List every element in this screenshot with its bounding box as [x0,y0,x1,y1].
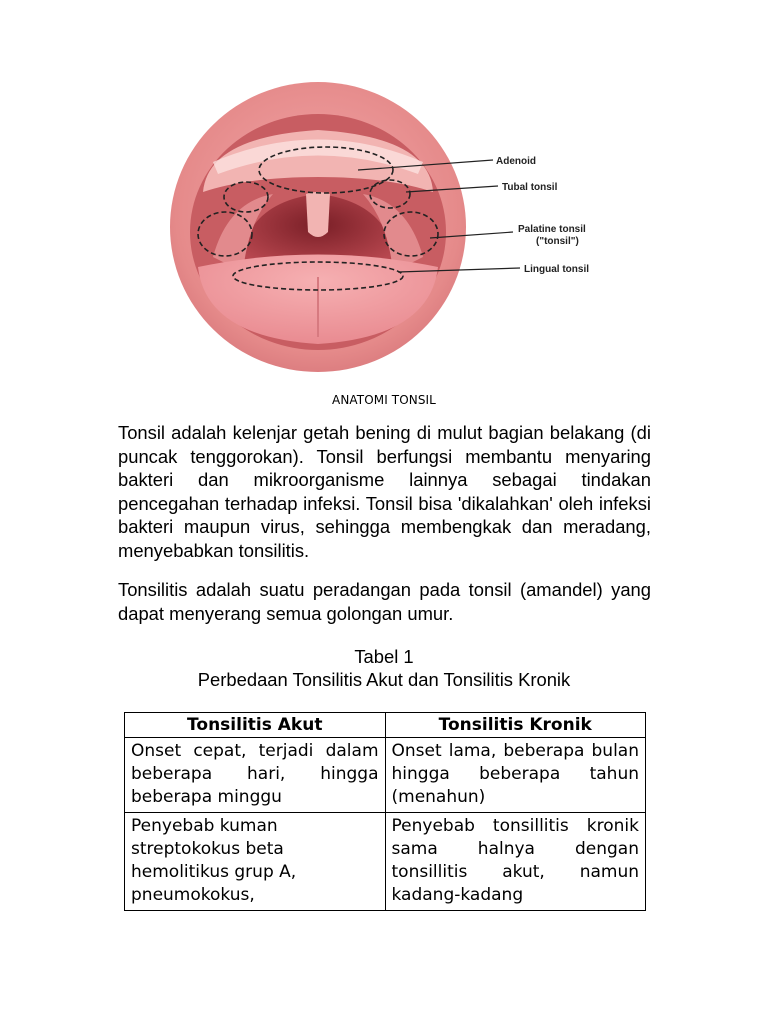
cell-kronik-penyebab: Penyebab tonsillitis kronik sama halnya dengan tonsillitis akut, namun kadang-kadang [385,813,646,911]
table-row [125,738,646,813]
label-lingual-tonsil: Lingual tonsil [524,264,589,275]
uvula [306,192,330,237]
cell-akut-onset: Onset cepat, terjadi dalam beberapa hari, hingga beberapa minggu [125,738,386,813]
paragraph-tonsil-definition: Tonsil adalah kelenjar getah bening di mulut bagian belakang (di puncak tenggorokan). Tonsil berfungsi membantu menyaring bakteri dan mikroorganisme lainnya sebagai tindakan pencegahan terhadap infeksi. Tonsil bisa 'dikalahkan' oleh infeksi bakteri maupun virus, sehingga membengkak dan meradang, menyebabkan tonsilitis. [118,422,651,561]
table-header-row [125,713,646,738]
comparison-table-wrapper [124,712,646,922]
figure-caption: ANATOMI TONSIL [332,393,436,407]
label-adenoid: Adenoid [496,156,536,167]
label-palatine-tonsil-alias: ("tonsil") [536,236,579,247]
comparison-table [124,712,646,911]
label-tubal-tonsil: Tubal tonsil [502,182,558,193]
table-label: Tabel 1 [354,646,414,667]
header-tonsilitis-akut: Tonsilitis Akut [125,713,386,738]
paragraph-tonsilitis-definition: Tonsilitis adalah suatu peradangan pada tonsil (amandel) yang dapat menyerang semua golongan umur. [118,579,651,624]
tonsil-anatomy-illustration [168,82,648,382]
table-title: Perbedaan Tonsilitis Akut dan Tonsilitis Kronik [197,669,571,690]
table-row [125,813,646,911]
cell-akut-penyebab: Penyebab kuman streptokokus beta hemolitikus grup A, pneumokokus, [125,813,386,911]
label-palatine-tonsil: Palatine tonsil [518,224,586,235]
cell-kronik-onset: Onset lama, beberapa bulan hingga beberapa tahun (menahun) [385,738,646,813]
header-tonsilitis-kronik: Tonsilitis Kronik [385,713,646,738]
